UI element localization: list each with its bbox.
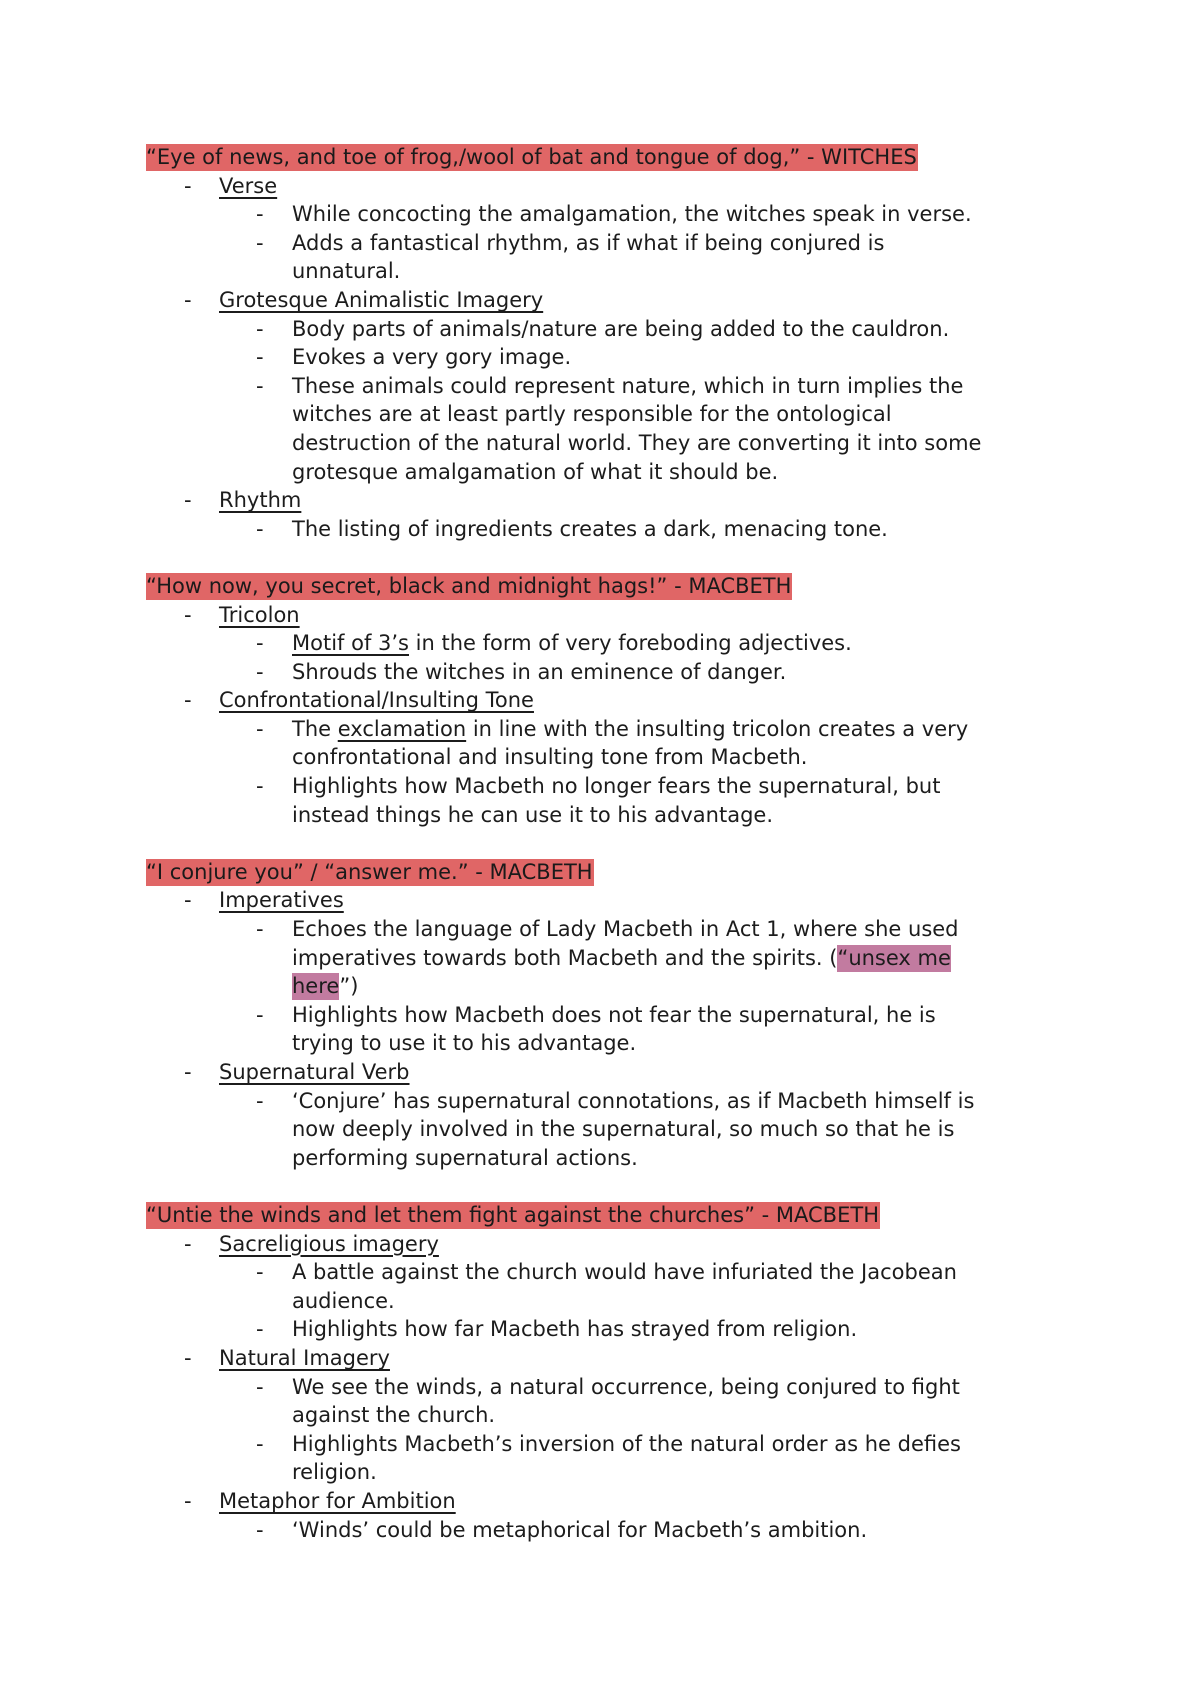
analysis-point-continued: grotesque amalgamation of what it should be. (292, 459, 779, 484)
bullet-dash: - (256, 1088, 264, 1113)
analysis-point: - Highlights how far Macbeth has strayed from religion. (146, 1315, 1086, 1344)
bullet-dash: - (256, 917, 264, 942)
analysis-point: - A battle against the church would have infuriated the Jacobean (146, 1258, 1086, 1287)
technique-heading: - Confrontational/Insulting Tone (146, 686, 1086, 715)
quote-highlight: “I conjure you” / “answer me.” - MACBETH (146, 859, 593, 884)
analysis-point-continued: against the church. (292, 1403, 496, 1428)
technique-heading: - Metaphor for Ambition (146, 1487, 1086, 1516)
bullet-dash: - (256, 316, 264, 341)
analysis-point-continued: here”) (292, 974, 359, 999)
section-spacer (146, 829, 1086, 858)
analysis-point-continued: audience. (292, 1288, 395, 1313)
analysis-point: - Highlights Macbeth’s inversion of the natural order as he defies (146, 1430, 1086, 1459)
section-quote (146, 572, 1086, 601)
bullet-dash: - (256, 1002, 264, 1027)
bullet-dash: - (256, 631, 264, 656)
analysis-point-continued: performing supernatural actions. (292, 1145, 638, 1170)
bullet-dash: - (184, 287, 192, 312)
analysis-point-continued: instead things he can use it to his advantage. (292, 802, 773, 827)
quote-highlight: “How now, you secret, black and midnight hags!” - MACBETH (146, 573, 792, 598)
analysis-point-continued: confrontational and insulting tone from Macbeth. (292, 745, 808, 770)
section-quote (146, 858, 1086, 887)
analysis-point: - The exclamation in line with the insulting tricolon creates a very (146, 715, 1086, 744)
analysis-point: - Shrouds the witches in an eminence of danger. (146, 658, 1086, 687)
bullet-dash: - (256, 1517, 264, 1542)
bullet-dash: - (184, 1060, 192, 1084)
technique-heading: - Grotesque Animalistic Imagery (146, 286, 1086, 315)
bullet-dash: - (256, 1260, 264, 1285)
analysis-point: - Body parts of animals/nature are being added to the cauldron. (146, 315, 1086, 344)
pink-highlight: here (292, 974, 340, 999)
bullet-dash: - (184, 688, 192, 713)
analysis-point: - We see the winds, a natural occurrence, being conjured to fight (146, 1373, 1086, 1402)
technique-heading: - Verse (146, 172, 1086, 201)
analysis-point: - These animals could represent nature, which in turn implies the (146, 372, 1086, 401)
analysis-point-continued: trying to use it to his advantage. (292, 1031, 637, 1056)
quote-highlight: “Untie the winds and let them fight against the churches” - MACBETH (146, 1202, 879, 1227)
bullet-dash: - (256, 1374, 264, 1399)
analysis-point: - The listing of ingredients creates a dark, menacing tone. (146, 515, 1086, 544)
bullet-dash: - (256, 1317, 264, 1342)
technique-heading: - Supernatural Verb (146, 1058, 1086, 1087)
bullet-dash: - (184, 1488, 192, 1513)
bullet-dash: - (184, 488, 192, 513)
technique-heading: - Natural Imagery (146, 1344, 1086, 1373)
section-spacer (146, 1172, 1086, 1201)
bullet-dash: - (184, 1231, 192, 1256)
bullet-dash: - (256, 345, 264, 370)
analysis-point: - Evokes a very gory image. (146, 343, 1086, 372)
analysis-point-continued: now deeply involved in the supernatural, so much so that he is (292, 1117, 955, 1142)
section-quote (146, 1201, 1086, 1230)
analysis-point: - Highlights how Macbeth no longer fears the supernatural, but (146, 772, 1086, 801)
bullet-dash: - (256, 774, 264, 799)
bullet-dash: - (184, 1345, 192, 1370)
section-quote (146, 143, 1086, 172)
bullet-dash: - (256, 659, 264, 684)
analysis-point-continued: imperatives towards both Macbeth and the spirits. (“unsex me (292, 945, 951, 970)
bullet-dash: - (184, 888, 192, 913)
notes-content (146, 143, 1086, 1544)
bullet-dash: - (256, 516, 264, 541)
technique-heading: - Rhythm (146, 486, 1086, 515)
analysis-point: - ‘Conjure’ has supernatural connotations, as if Macbeth himself is (146, 1087, 1086, 1116)
technique-heading: - Tricolon (146, 601, 1086, 630)
analysis-point: - Highlights how Macbeth does not fear the supernatural, he is (146, 1001, 1086, 1030)
bullet-dash: - (256, 716, 264, 741)
bullet-dash: - (184, 602, 192, 627)
technique-heading: - Imperatives (146, 886, 1086, 915)
analysis-point: - Adds a fantastical rhythm, as if what if being conjured is (146, 229, 1086, 258)
analysis-point-continued: unnatural. (292, 259, 401, 284)
bullet-dash: - (256, 202, 264, 227)
analysis-point-continued: destruction of the natural world. They are converting it into some (292, 430, 982, 455)
analysis-point-continued: witches are at least partly responsible for the ontological (292, 402, 892, 427)
technique-heading: - Sacreligious imagery (146, 1230, 1086, 1259)
analysis-point: - ‘Winds’ could be metaphorical for Macbeth’s ambition. (146, 1516, 1086, 1545)
analysis-point: - Motif of 3’s in the form of very foreboding adjectives. (146, 629, 1086, 658)
bullet-dash: - (256, 373, 264, 398)
analysis-point: - While concocting the amalgamation, the witches speak in verse. (146, 200, 1086, 229)
analysis-point-continued: religion. (292, 1460, 377, 1485)
quote-highlight: “Eye of news, and toe of frog,/wool of bat and tongue of dog,” - WITCHES (146, 145, 917, 169)
analysis-point: - Echoes the language of Lady Macbeth in Act 1, where she used (146, 915, 1086, 944)
pink-highlight: “unsex me (837, 945, 951, 970)
bullet-dash: - (256, 230, 264, 255)
bullet-dash: - (184, 173, 192, 198)
bullet-dash: - (256, 1431, 264, 1456)
section-spacer (146, 543, 1086, 572)
